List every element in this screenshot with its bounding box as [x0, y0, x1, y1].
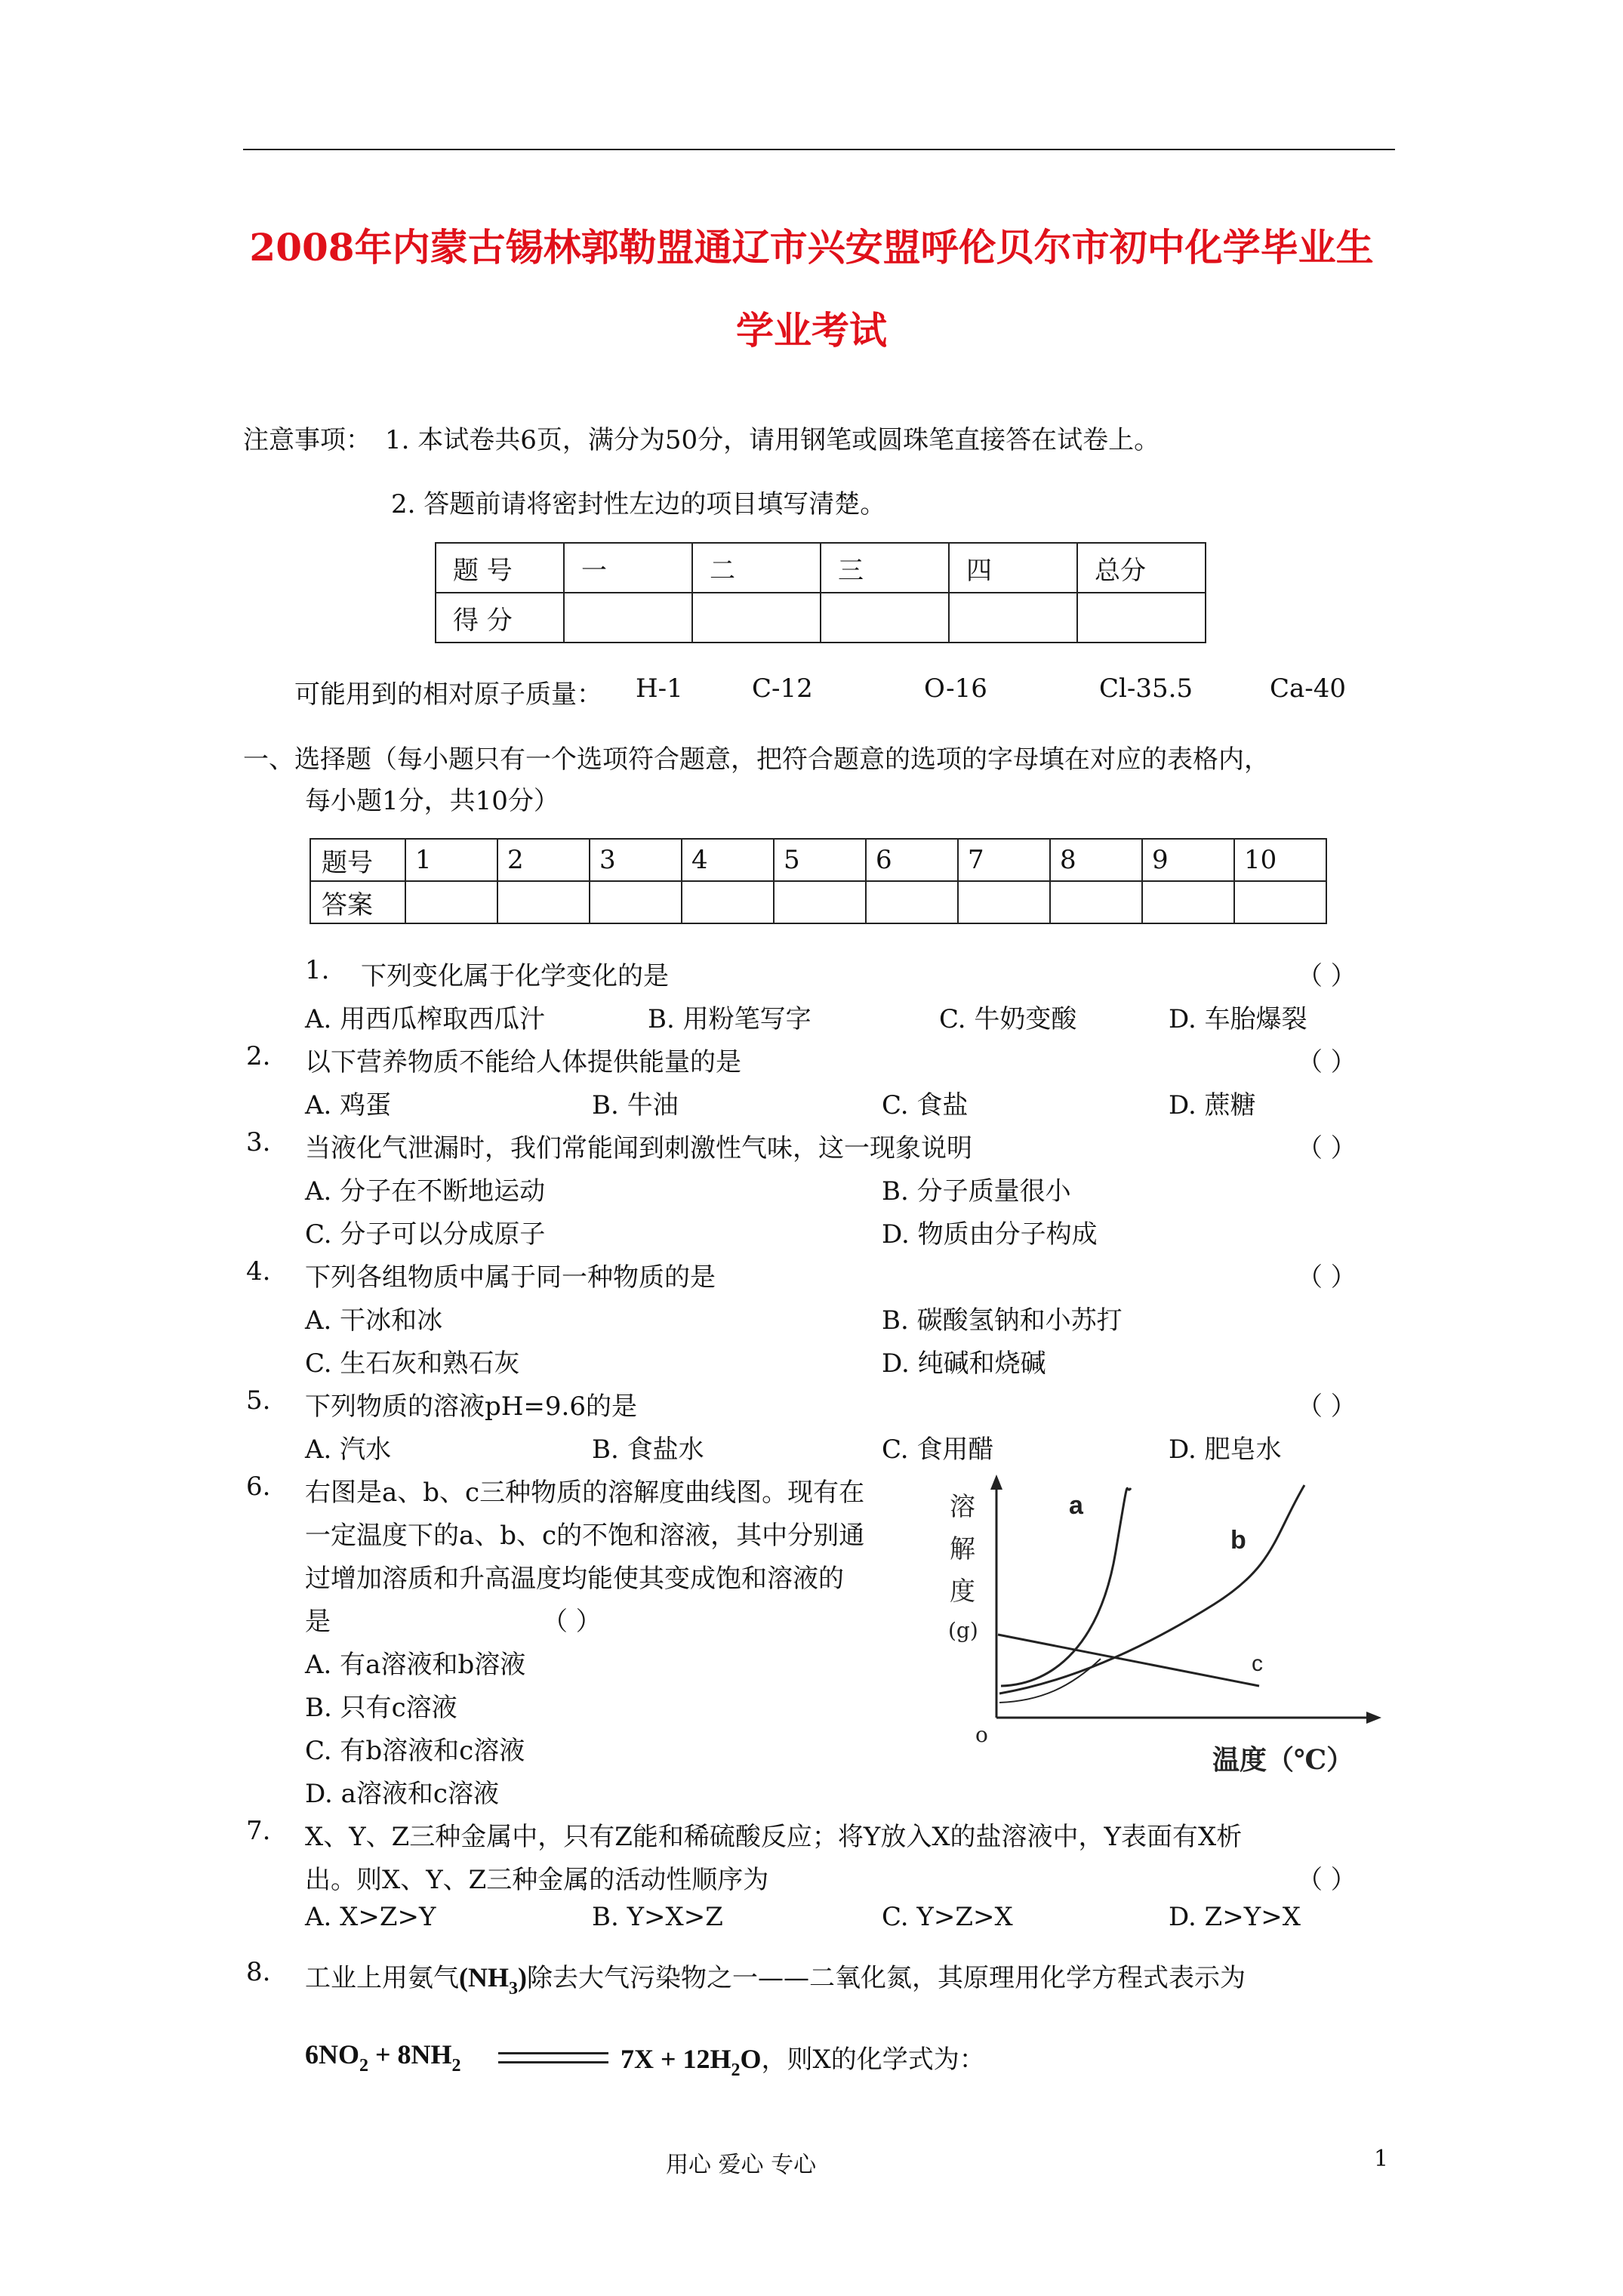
- answer-table-number: 3: [590, 839, 682, 881]
- atomic-mass-o: O-16: [924, 673, 987, 704]
- answer-table-number: 8: [1050, 839, 1142, 881]
- q4-option-a: A. 干冰和冰: [305, 1305, 443, 1336]
- atomic-mass-ca: Ca-40: [1270, 673, 1347, 704]
- score-table-header: 一: [564, 543, 692, 593]
- q5-option-d: D. 肥皂水: [1169, 1435, 1282, 1465]
- notes-label: 注意事项：: [243, 425, 371, 455]
- q2-option-c: C. 食盐: [882, 1090, 969, 1120]
- q4-option-b: B. 碳酸氢钠和小苏打: [882, 1305, 1123, 1336]
- y-axis-label-char: (g): [948, 1618, 978, 1643]
- q5-answer-paren[interactable]: （ ）: [1297, 1391, 1357, 1422]
- q7-option-c: C. Y>Z>X: [882, 1902, 1013, 1932]
- q2-option-d: D. 蔗糖: [1169, 1090, 1256, 1120]
- eq-left-no2: [305, 2039, 461, 2076]
- score-cell-4[interactable]: [949, 593, 1077, 643]
- q8-tail: ，则X的化学式为：: [761, 2045, 985, 2075]
- q1-option-d: D. 车胎爆裂: [1169, 1004, 1307, 1034]
- q6-stem-line1: 右图是a、b、c三种物质的溶解度曲线图。现有在: [305, 1478, 865, 1508]
- q2-stem: 以下营养物质不能给人体提供能量的是: [305, 1047, 741, 1077]
- score-table-row-label: 得 分: [436, 593, 564, 643]
- series-label-a: a: [1069, 1491, 1083, 1520]
- q1-number: 1.: [305, 955, 330, 985]
- q1-option-a: A. 用西瓜榨取西瓜汁: [305, 1004, 546, 1034]
- series-label-b: b: [1230, 1526, 1246, 1555]
- answer-cell[interactable]: [405, 881, 497, 923]
- answer-cell[interactable]: [1142, 881, 1234, 923]
- notes-item-1: 1. 本试卷共6页，满分为50分，请用钢笔或圆珠笔直接答在试卷上。: [385, 425, 1160, 455]
- formula-nh3-text: (NH: [459, 1962, 509, 1992]
- answer-table-number: 5: [774, 839, 866, 881]
- notes-item-2: 2. 答题前请将密封性左边的项目填写清楚。: [391, 489, 886, 519]
- q6-stem-line2: 一定温度下的a、b、c的不饱和溶液，其中分别通: [305, 1521, 865, 1551]
- eq-left-no2-sub: 2: [359, 2056, 368, 2076]
- q6-option-c: C. 有b溶液和c溶液: [305, 1736, 525, 1766]
- q7-answer-paren[interactable]: （ ）: [1297, 1865, 1357, 1895]
- atomic-mass-cl: Cl-35.5: [1099, 673, 1193, 704]
- q7-stem-line2: 出。则X、Y、Z三种金属的活动性顺序为: [305, 1865, 769, 1895]
- eq-left-no2-text: 6NO: [305, 2039, 359, 2069]
- y-axis-label-char: 溶: [950, 1492, 975, 1522]
- formula-nh3-end: ): [518, 1962, 527, 1992]
- score-table-header: 四: [949, 543, 1077, 593]
- q2-number: 2.: [246, 1041, 271, 1071]
- q4-answer-paren[interactable]: （ ）: [1297, 1262, 1357, 1293]
- section1-heading: 一、选择题（每小题只有一个选项符合题意，把符合题意的选项的字母填在对应的表格内，: [243, 744, 1270, 775]
- answer-cell[interactable]: [1050, 881, 1142, 923]
- page-title-line2: 学业考试: [736, 308, 887, 353]
- q8-stem-part1: 工业上用氨气: [305, 1963, 459, 1993]
- answer-cell[interactable]: [497, 881, 590, 923]
- formula-nh3: [459, 1962, 527, 1999]
- q8-equation-right: [621, 2039, 985, 2080]
- chart-y-axis-arrow: [990, 1475, 1002, 1490]
- q7-number: 7.: [246, 1816, 271, 1846]
- eq-right-sub: 2: [731, 2060, 741, 2080]
- answer-cell[interactable]: [1234, 881, 1326, 923]
- q3-option-b: B. 分子质量很小: [882, 1176, 1071, 1207]
- q6-option-a: A. 有a溶液和b溶液: [305, 1650, 526, 1680]
- answer-cell[interactable]: [682, 881, 774, 923]
- q2-option-a: A. 鸡蛋: [305, 1090, 392, 1120]
- q5-number: 5.: [246, 1385, 271, 1416]
- q4-option-c: C. 生石灰和熟石灰: [305, 1348, 520, 1379]
- q3-option-a: A. 分子在不断地运动: [305, 1176, 546, 1207]
- q1-answer-paren[interactable]: （ ）: [1297, 961, 1357, 991]
- section1-heading-cont: 每小题1分，共10分）: [305, 786, 559, 816]
- q4-number: 4.: [246, 1256, 271, 1287]
- q4-option-d: D. 纯碱和烧碱: [882, 1348, 1046, 1379]
- q6-number: 6.: [246, 1472, 271, 1502]
- q6-answer-paren[interactable]: （ ）: [542, 1607, 602, 1637]
- score-cell-1[interactable]: [564, 593, 692, 643]
- eq-equals-sign: [498, 2052, 608, 2063]
- answer-table-number: 1: [405, 839, 497, 881]
- score-cell-total[interactable]: [1077, 593, 1206, 643]
- q7-option-a: A. X>Z>Y: [305, 1902, 436, 1932]
- answer-cell[interactable]: [958, 881, 1050, 923]
- eq-right-o: O: [740, 2044, 762, 2074]
- origin-label: o: [975, 1722, 988, 1747]
- answer-table-number: 2: [497, 839, 590, 881]
- q1-stem: 下列变化属于化学变化的是: [361, 961, 669, 991]
- atomic-mass-c: C-12: [752, 673, 813, 704]
- answer-table-row2-label: 答案: [310, 881, 405, 923]
- eq-left-nh-sub: 2: [451, 2056, 461, 2076]
- answer-table-row1-label: 题号: [310, 839, 405, 881]
- y-axis-label-char: 解: [950, 1534, 975, 1564]
- eq-left-nh-text: + 8NH: [368, 2039, 452, 2069]
- score-table-header: 总分: [1077, 543, 1206, 593]
- page-title-line1: 2008年内蒙古锡林郭勒盟通辽市兴安盟呼伦贝尔市初中化学毕业生: [249, 225, 1374, 270]
- answer-cell[interactable]: [774, 881, 866, 923]
- answer-table: [310, 838, 1327, 924]
- q8-stem-part2: 除去大气污染物之一——二氧化氮，其原理用化学方程式表示为: [527, 1963, 1246, 1993]
- answer-cell[interactable]: [866, 881, 958, 923]
- y-axis-label-char: 度: [950, 1576, 975, 1607]
- q6-option-b: B. 只有c溶液: [305, 1693, 457, 1723]
- chart-x-axis-arrow: [1366, 1712, 1381, 1724]
- q4-stem: 下列各组物质中属于同一种物质的是: [305, 1262, 716, 1293]
- q8-equation: [305, 2039, 461, 2076]
- header-rule: [243, 149, 1395, 150]
- atomic-mass-h: H-1: [636, 673, 683, 704]
- score-cell-3[interactable]: [821, 593, 949, 643]
- answer-table-number: 9: [1142, 839, 1234, 881]
- q8-number: 8.: [246, 1957, 271, 1987]
- q1-option-b: B. 用粉笔写字: [648, 1004, 812, 1034]
- answer-table-number: 7: [958, 839, 1050, 881]
- q2-answer-paren[interactable]: （ ）: [1297, 1047, 1357, 1077]
- q3-number: 3.: [246, 1127, 271, 1157]
- answer-table-number: 4: [682, 839, 774, 881]
- q3-answer-paren[interactable]: （ ）: [1297, 1133, 1357, 1163]
- score-cell-2[interactable]: [692, 593, 821, 643]
- eq-right: [621, 2044, 762, 2080]
- q8-stem-line1: [305, 1957, 1246, 1999]
- q3-stem: 当液化气泄漏时，我们常能闻到刺激性气味，这一现象说明: [305, 1133, 972, 1163]
- q7-option-b: B. Y>X>Z: [592, 1902, 723, 1932]
- answer-cell[interactable]: [590, 881, 682, 923]
- formula-nh3-sub: 3: [509, 1979, 518, 1999]
- q3-option-d: D. 物质由分子构成: [882, 1219, 1098, 1250]
- q5-option-c: C. 食用醋: [882, 1435, 994, 1465]
- x-axis-label: 温度（℃）: [1212, 1744, 1354, 1776]
- q2-option-b: B. 牛油: [592, 1090, 679, 1120]
- q6-stem-line3: 过增加溶质和升高温度均能使其变成饱和溶液的: [305, 1564, 844, 1594]
- score-table: [435, 542, 1206, 643]
- score-table-header: 三: [821, 543, 949, 593]
- q7-option-d: D. Z>Y>X: [1169, 1902, 1301, 1932]
- series-label-c: c: [1252, 1651, 1263, 1676]
- q7-stem-line1: X、Y、Z三种金属中，只有Z能和稀硫酸反应；将Y放入X的盐溶液中，Y表面有X析: [305, 1822, 1243, 1852]
- solubility-chart: [927, 1461, 1395, 1778]
- q1-option-c: C. 牛奶变酸: [939, 1004, 1077, 1034]
- score-table-header: 二: [692, 543, 821, 593]
- q6-option-d: D. a溶液和c溶液: [305, 1779, 499, 1809]
- atomic-mass-label: 可能用到的相对原子质量：: [294, 680, 602, 710]
- answer-table-number: 6: [866, 839, 958, 881]
- q6-stem-line4: 是: [305, 1607, 331, 1637]
- q5-option-a: A. 汽水: [305, 1435, 392, 1465]
- page-number: 1: [1374, 2146, 1389, 2172]
- eq-right-text: 7X + 12H: [621, 2044, 731, 2074]
- q3-option-c: C. 分子可以分成原子: [305, 1219, 546, 1250]
- score-table-header: 题 号: [436, 543, 564, 593]
- q5-stem: 下列物质的溶液pH=9.6的是: [305, 1391, 637, 1422]
- answer-table-number: 10: [1234, 839, 1326, 881]
- q5-option-b: B. 食盐水: [592, 1435, 704, 1465]
- footer-motto: 用心 爱心 专心: [666, 2152, 817, 2178]
